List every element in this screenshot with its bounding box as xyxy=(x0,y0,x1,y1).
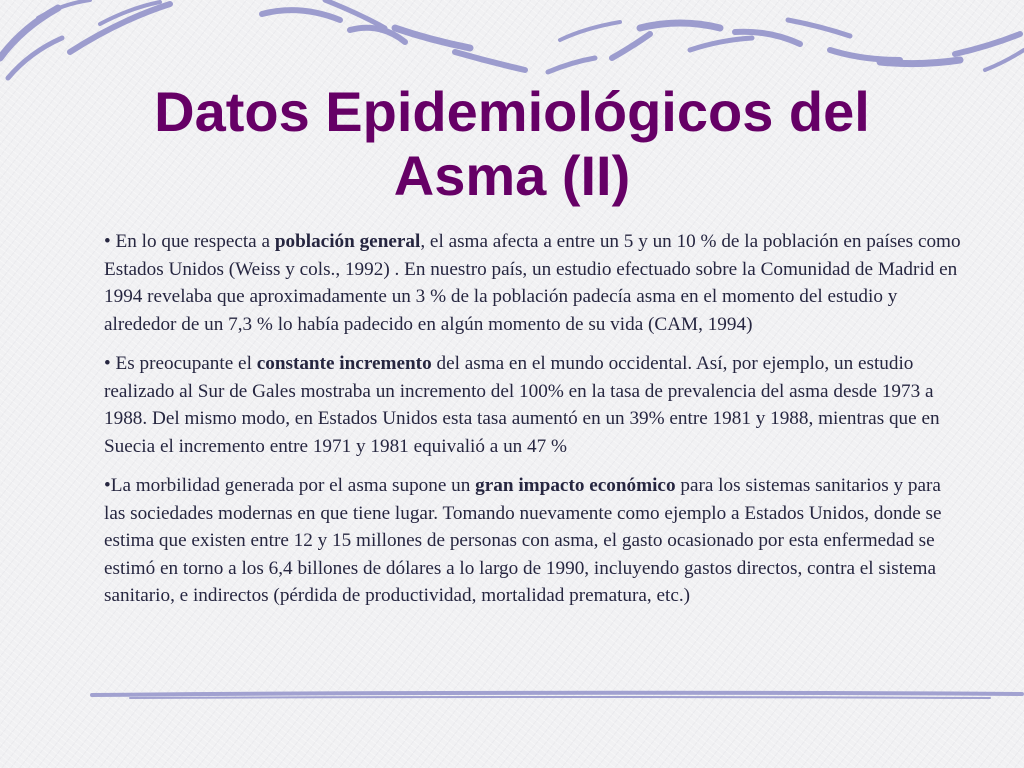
bottom-divider xyxy=(90,688,1024,702)
paragraph-text: • Es preocupante el xyxy=(104,353,257,374)
emphasis-text: gran impacto económico xyxy=(475,475,676,496)
paragraph-text: , el asma afecta a entre un 5 y un 10 % de la población en países como Estados Unidos (Weiss y cols., 1992) . En nuestro país, un estudio efectuado sobre la Comunidad de Madrid en 1994 revelaba que aproximadamente un 3 % de la población padecía asma en el momento del estudio y alrededor de un 7,3 % lo había padecido en algún momento de su vida (CAM, 1994) xyxy=(104,231,961,335)
paragraph-text: para los sistemas sanitarios y para las sociedades modernas en que tiene lugar. Tomando nuevamente como ejemplo a Estados Unidos, donde se estima que existen entre 12 y 15 millones de personas con asma, el gasto ocasionado por esta enfermedad se estimó en torno a los 6,4 billones de dólares a lo largo de 1990, incluyendo gastos directos, contra el sistema sanitario, e indirectos (pérdida de productividad, mortalidad prematura, etc.) xyxy=(104,475,942,606)
paragraph-economic-impact xyxy=(104,472,966,610)
paragraph-increase xyxy=(104,350,966,460)
emphasis-text: población general xyxy=(274,231,421,252)
emphasis-text: constante incremento xyxy=(256,353,432,374)
title-line-1: Datos Epidemiológicos del xyxy=(154,80,870,143)
slide-title xyxy=(60,80,964,208)
paragraph-text: •La morbilidad generada por el asma supone un xyxy=(104,475,476,496)
paragraph-text: • En lo que respecta a xyxy=(104,231,275,252)
paragraph-text: del asma en el mundo occidental. Así, por ejemplo, un estudio realizado al Sur de Gales mostraba un incremento del 100% en la tasa de prevalencia del asma desde 1973 a 1988. Del mismo modo, en Estados Unidos esta tasa aumentó en un 39% entre 1981 y 1988, mientras que en Suecia el incremento entre 1971 y 1981 equivalió a un 47 % xyxy=(104,353,940,457)
title-line-2: Asma (II) xyxy=(393,144,631,207)
brush-stroke-decoration xyxy=(0,0,1024,90)
paragraph-population xyxy=(104,228,966,338)
slide-body xyxy=(104,228,966,622)
